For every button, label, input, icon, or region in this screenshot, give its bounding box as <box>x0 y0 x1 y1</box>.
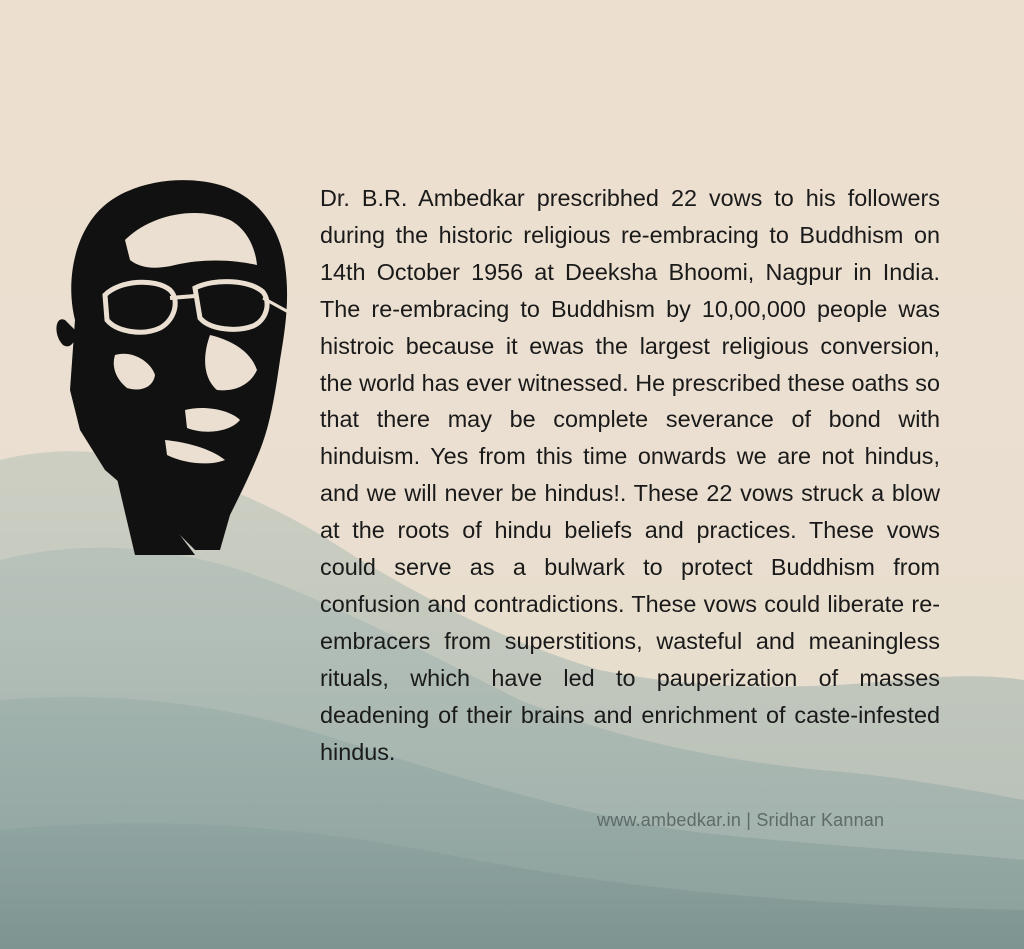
portrait-silhouette <box>45 170 315 560</box>
credit-line: www.ambedkar.in | Sridhar Kannan <box>597 810 885 830</box>
vows-paragraph: Dr. B.R. Ambedkar prescribhed 22 vows to his followers during the historic religious re-embracing to Buddhism on 14th October 1956 at Deeksha Bhoomi, Nagpur in India. The re-embracing to Buddhism by 10,00,000 people was histroic because it ewas the largest religious conversion, the world has ever witnessed. He prescribed these oaths so that there may be complete severance of bond with hinduism. Yes from this time onwards we are not hindus, and we will never be hindus!. These 22 vows struck a blow at the roots of hindu beliefs and practices. These vows could serve as a bulwark to protect Buddhism from confusion and contradictions. These vows could liberate re-embracers from superstitions, wasteful and meaningless rituals, which have led to pauperization of masses deadening of their brains and enrichment of caste-infested hindus. <box>320 185 940 765</box>
